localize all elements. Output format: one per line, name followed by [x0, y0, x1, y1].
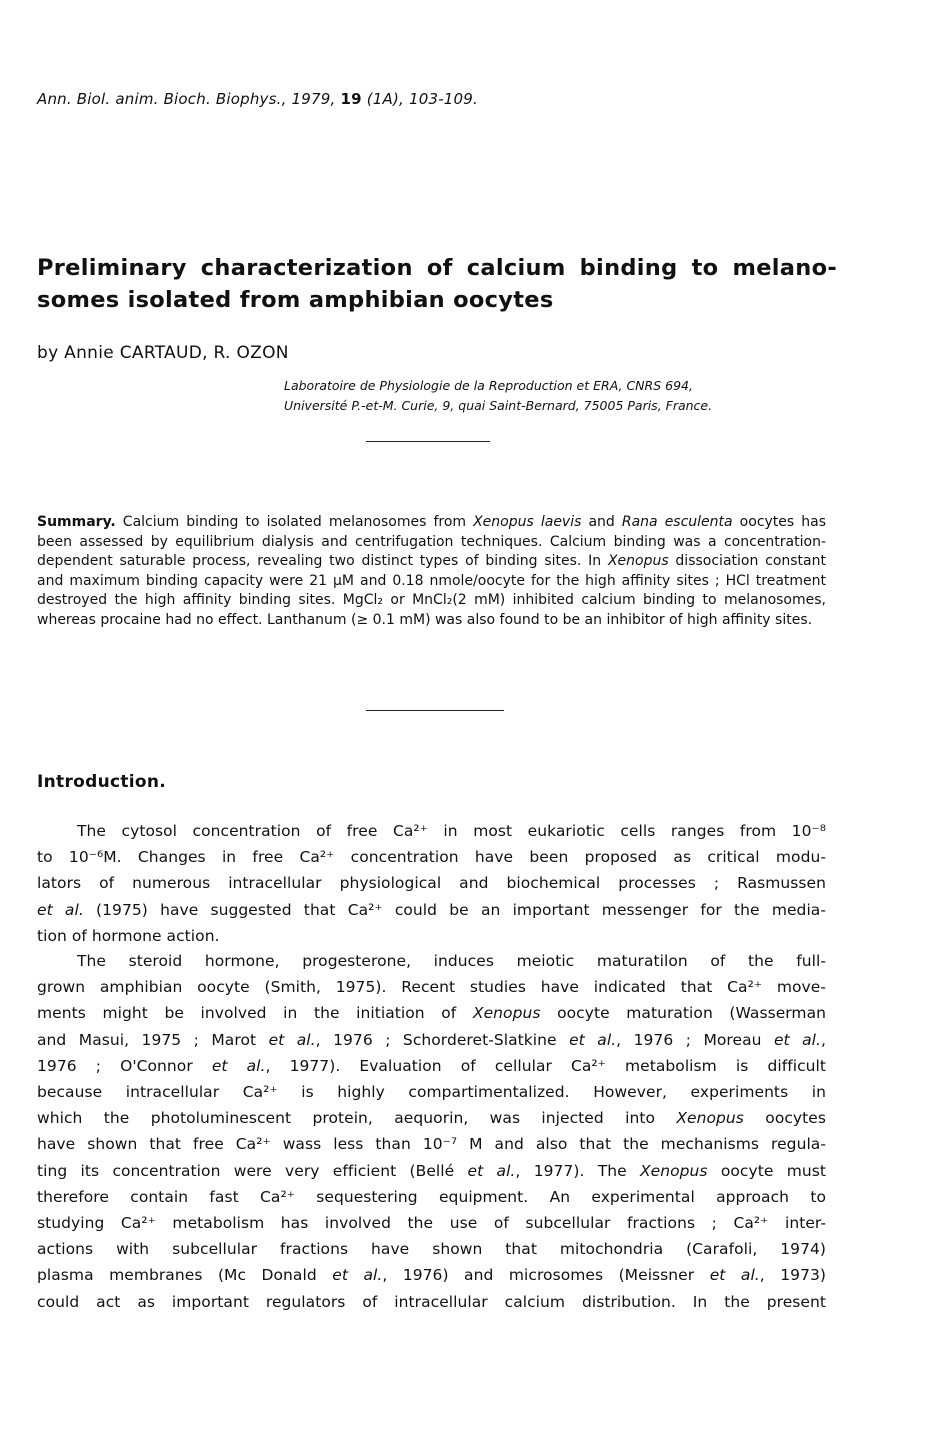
- journal-citation: [37, 90, 478, 108]
- intro-paragraph-2: [37, 948, 826, 1315]
- affiliation-line-2: Université P.-et-M. Curie, 9, quai Saint-Bernard, 75005 Paris, France.: [284, 398, 713, 413]
- summary-species-2: Rana esculenta: [621, 514, 733, 530]
- text-line: lators of numerous intracellular physiological and biochemical processes ; Rasmussen: [37, 874, 826, 893]
- text-line: because intracellular Ca²⁺ is highly compartimentalized. However, experiments in: [37, 1083, 826, 1102]
- title-line-2: somes isolated from amphibian oocytes: [37, 287, 554, 313]
- text-line: plasma membranes (Mc Donald et al., 1976) and microsomes (Meissner et al., 1973): [37, 1266, 827, 1285]
- summary-text-2: and: [581, 514, 622, 530]
- summary-label: Summary.: [37, 514, 116, 530]
- summary-paragraph: [37, 513, 826, 631]
- text-line: to 10⁻⁶M. Changes in free Ca²⁺ concentration have been proposed as critical modu-: [37, 848, 826, 867]
- title-line-1: Preliminary characterization of calcium binding to melano-: [37, 255, 837, 281]
- text-line: therefore contain fast Ca²⁺ sequestering equipment. An experimental approach to: [37, 1187, 826, 1206]
- affiliation: [284, 376, 712, 416]
- summary-text-4: oocytes has been assessed by equilibrium dialysis and centrifugation techniques. Calcium binding was a concentration-dependent saturable process, revealing two distinct types of binding sites. In: [37, 514, 826, 570]
- text-line: and Masui, 1975 ; Marot et al., 1976 ; Schorderet-Slatkine et al., 1976 ; Moreau et al.,: [37, 1030, 826, 1049]
- journal-name: Ann. Biol. anim. Bioch. Biophys., 1979,: [37, 90, 341, 108]
- authors: by Annie CARTAUD, R. OZON: [37, 343, 289, 363]
- text-line: 1976 ; O'Connor et al., 1977). Evaluation of cellular Ca²⁺ metabolism is difficult: [37, 1056, 826, 1075]
- journal-volume: 19: [340, 90, 362, 108]
- article-title: [37, 252, 837, 316]
- intro-paragraph-1: [37, 818, 826, 949]
- text-line: et al. (1975) have suggested that Ca²⁺ could be an important messenger for the media-: [37, 900, 826, 919]
- divider-bottom: [366, 710, 504, 711]
- divider-top: [366, 441, 490, 442]
- summary-genus: Xenopus: [607, 553, 669, 570]
- text-line: grown amphibian oocyte (Smith, 1975). Recent studies have indicated that Ca²⁺ move-: [37, 978, 826, 997]
- text-line: which the photoluminescent protein, aequorin, was injected into Xenopus oocytes: [37, 1109, 826, 1128]
- text-line: tion of hormone action.: [37, 926, 220, 945]
- text-line: have shown that free Ca²⁺ wass less than 10⁻⁷ M and also that the mechanisms regula-: [37, 1135, 826, 1154]
- text-line: ting its concentration were very efficient (Bellé et al., 1977). The Xenopus oocyte must: [37, 1161, 827, 1180]
- summary-species-1: Xenopus laevis: [473, 514, 582, 530]
- journal-issue-pages: (1A), 103-109.: [361, 90, 479, 108]
- text-line: could act as important regulators of intracellular calcium distribution. In the present: [37, 1292, 826, 1311]
- text-line: ments might be involved in the initiation of Xenopus oocyte maturation (Wasserman: [37, 1004, 826, 1023]
- text-line: The cytosol concentration of free Ca²⁺ in most eukariotic cells ranges from 10⁻⁸: [77, 822, 826, 840]
- affiliation-line-1: Laboratoire de Physiologie de la Reproduction et ERA, CNRS 694,: [284, 378, 693, 393]
- text-line: studying Ca²⁺ metabolism has involved the use of subcellular fractions ; Ca²⁺ inter-: [37, 1214, 826, 1233]
- section-heading-introduction: Introduction.: [37, 772, 167, 792]
- text-line: The steroid hormone, progesterone, induces meiotic maturatilon of the full-: [77, 952, 826, 970]
- text-line: actions with subcellular fractions have shown that mitochondria (Carafoli, 1974): [37, 1240, 826, 1259]
- summary-text-6: dissociation constant and maximum binding capacity were 21 μM and 0.18 nmole/oocyte for the high affinity sites ; HCl treatment destroyed the high affinity binding sites. MgCl₂ or MnCl₂(2 mM) inhibited calcium binding to melanosomes, whereas procaine had no effect. Lanthanum (≥ 0.1 mM) was also found to be an inhibitor of high affinity sites.: [37, 553, 826, 628]
- summary-text-0: Calcium binding to isolated melanosomes from: [115, 514, 474, 530]
